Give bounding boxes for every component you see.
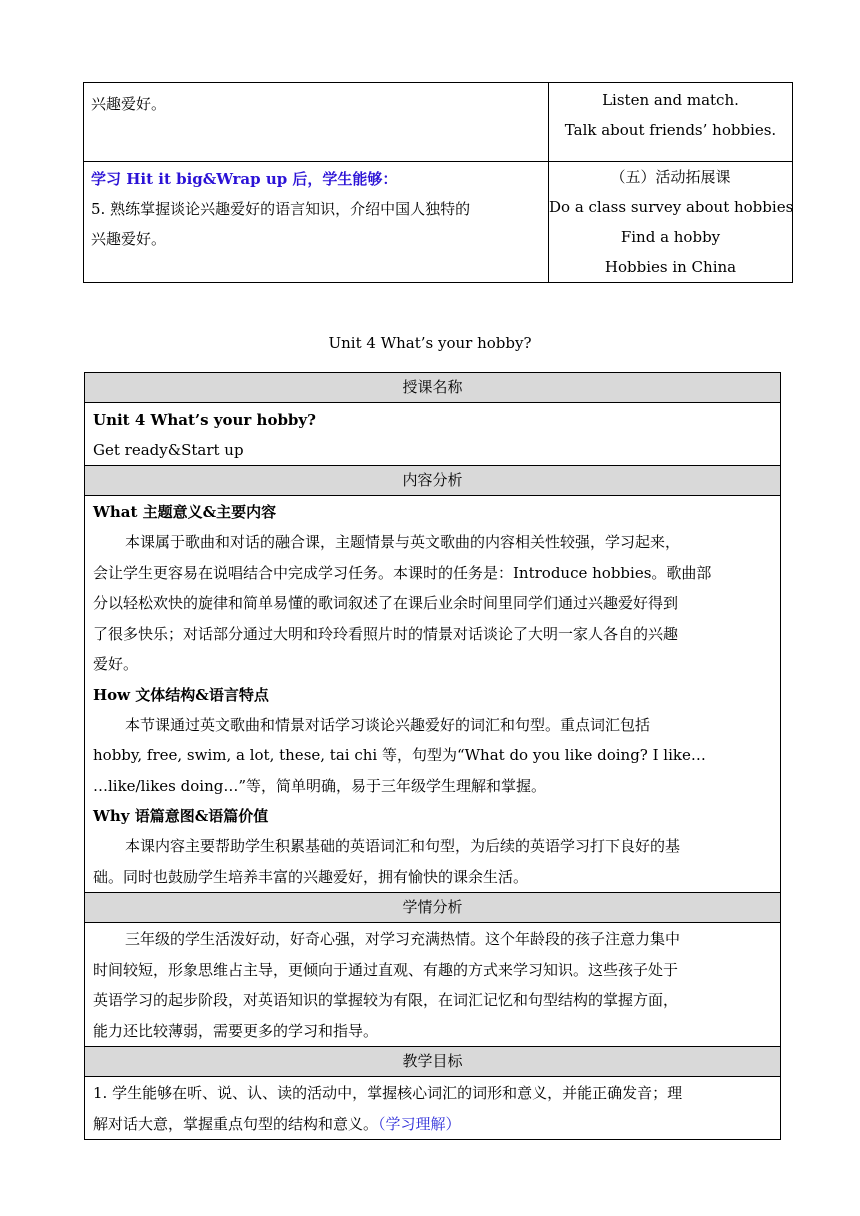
activity-cell	[549, 162, 793, 283]
activity-line: Find a hobby	[620, 228, 721, 246]
paragraph-line: hobby, free, swim, a lot, these, tai chi 等，句型为“What do you like doing? I like…	[93, 746, 706, 764]
content-analysis-header: 内容分析	[85, 466, 781, 496]
paragraph-line: 爱好。	[93, 655, 139, 673]
paragraph-line: 英语学习的起步阶段，对英语知识的掌握较为有限，在词汇记忆和句型结构的掌握方面，	[93, 991, 679, 1009]
table-row	[84, 162, 793, 283]
how-heading: How 文体结构&语言特点	[93, 685, 269, 704]
activity-line: Hobbies in China	[604, 258, 737, 276]
objective-cell	[84, 83, 549, 162]
paragraph-line: 础。同时也鼓励学生培养丰富的兴趣爱好，拥有愉快的课余生活。	[93, 867, 529, 886]
course-name-cell	[85, 403, 781, 466]
paragraph-line: 能力还比较薄弱，需要更多的学习和指导。	[93, 1021, 379, 1040]
activity-line: Listen and match.	[602, 91, 739, 109]
paragraph-line: 会让学生更容易在说唱结合中完成学习任务。本课时的任务是：Introduce hobbies。歌曲部	[93, 563, 712, 582]
objective-text: 兴趣爱好。	[91, 230, 167, 248]
objective-cell	[84, 162, 549, 283]
objective-text: 5. 熟练掌握谈论兴趣爱好的语言知识，介绍中国人独特的	[91, 200, 471, 218]
objective-heading: 学习 Hit it big&Wrap up 后，学生能够：	[91, 170, 398, 188]
teaching-goals-header: 教学目标	[85, 1047, 781, 1077]
table-row	[84, 83, 793, 162]
teaching-goals-cell	[85, 1077, 781, 1140]
course-subtitle: Get ready&Start up	[93, 441, 244, 459]
paragraph-line: 1. 学生能够在听、说、认、读的活动中，掌握核心词汇的词形和意义，并能正确发音；理	[93, 1084, 683, 1102]
paragraph-line: 本课属于歌曲和对话的融合课，主题情景与英文歌曲的内容相关性较强，学习起来，	[125, 533, 681, 551]
paragraph-text: 解对话大意，掌握重点句型的结构和意义。	[93, 1114, 379, 1133]
goal-tag: （学习理解）	[378, 1114, 461, 1133]
what-heading: What 主题意义&主要内容	[93, 503, 277, 521]
lesson-plan-table	[84, 372, 781, 1140]
paragraph-line: 本节课通过英文歌曲和情景对话学习谈论兴趣爱好的词汇和句型。重点词汇包括	[125, 715, 651, 734]
activity-line: Do a class survey about hobbies	[549, 198, 794, 216]
paragraph-line: 本课内容主要帮助学生积累基础的英语词汇和句型，为后续的英语学习打下良好的基	[125, 837, 681, 855]
paragraph-line: 三年级的学生活泼好动，好奇心强，对学习充满热情。这个年龄段的孩子注意力集中	[125, 930, 681, 948]
paragraph-line: …like/likes doing…”等，简单明确，易于三年级学生理解和掌握。	[93, 776, 547, 795]
page-title: Unit 4 What’s your hobby?	[328, 334, 532, 352]
content-analysis-cell	[85, 496, 781, 893]
paragraph-line: 了很多快乐；对话部分通过大明和玲玲看照片时的情景对话谈论了大明一家人各自的兴趣	[93, 624, 679, 643]
why-heading: Why 语篇意图&语篇价值	[93, 807, 269, 825]
paragraph-line: 时间较短，形象思维占主导，更倾向于通过直观、有趣的方式来学习知识。这些孩子处于	[93, 960, 679, 979]
paragraph-line: 分以轻松欢快的旋律和简单易懂的歌词叙述了在课后业余时间里同学们通过兴趣爱好得到	[93, 594, 679, 612]
objectives-table	[83, 82, 793, 283]
course-name-header: 授课名称	[85, 373, 781, 403]
learner-analysis-header: 学情分析	[85, 893, 781, 923]
activity-cell	[549, 83, 793, 162]
activity-line: Talk about friends’ hobbies.	[564, 121, 777, 139]
objective-text: 兴趣爱好。	[91, 95, 167, 113]
activity-line: （五）活动拓展课	[610, 168, 731, 186]
goal-line	[93, 1109, 772, 1140]
learner-analysis-cell	[85, 923, 781, 1047]
course-title: Unit 4 What’s your hobby?	[93, 411, 316, 429]
